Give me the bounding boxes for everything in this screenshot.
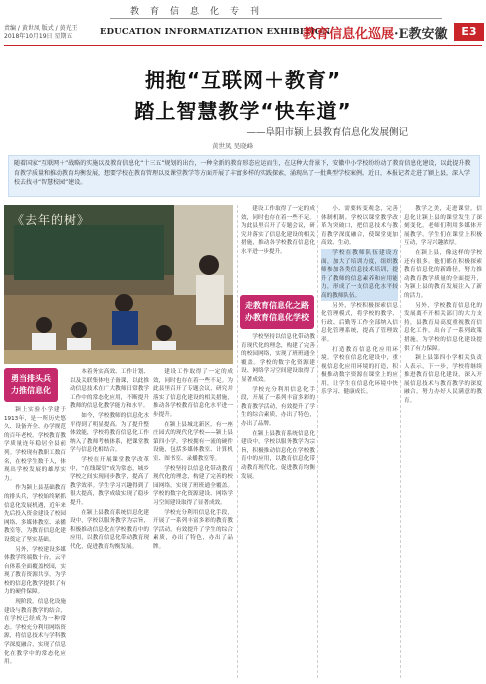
paragraph: 学校在教师队伍建设方面，加大了培训力度，组织教师参加各类信息技术培训，提升了教师的信息素养和应用能力，形成了一支信息化水平较高的教师队伍。 <box>321 249 398 299</box>
paragraph: 作为颍上县基础教育的排头兵，学校始终紧抓信息化发展机遇，近年来先后投入资金建设了校园网络、多媒体教室、录播教室等，为教育信息化建设奠定了坚实基础。 <box>4 485 66 543</box>
classroom-photo <box>4 205 233 364</box>
paragraph: 本着务实高效、工作计划、以及关联集体电子备课，以此推动信息技术在广大教师日常教学工作中的常态化应用，不断提升教师的信息化教学能力和水平。 <box>70 369 149 410</box>
column-divider <box>317 205 318 678</box>
header-meta <box>4 25 78 41</box>
paragraph: 学校在开展课堂教学改革中，“在线课堂”成为常态，城乡学校之间实现同步教学，提高了教学效率。学生学习兴趣得到了很大提高，教学成绩实现了稳步提升。 <box>70 456 149 506</box>
section-title <box>303 23 447 42</box>
paragraph: 教学之美，走进课堂。信息化让颍上县的课堂发生了深刻变化，老师们利用多媒体开展教学，学生们在课堂上积极互动，学习兴趣浓厚。 <box>404 206 482 247</box>
section-tag-2-text: 走教育信息化之路 办教育信息化学校 <box>245 301 309 322</box>
article-column-3 <box>153 368 233 678</box>
article-column-1 <box>4 406 66 678</box>
paragraph: 颍上县第四小学相关负责人表示，下一步，学校将继续推进教育信息化建设，深入开展信息技术与教育教学的深度融合，努力办好人民满意的教育。 <box>404 355 482 405</box>
paragraph: 另外，学校教育信息化的发展离不开相关部门的大力支持，县教育局高度重视教育信息化工作，出台了一系列政策措施，为学校的信息化建设提供了有力保障。 <box>404 302 482 352</box>
byline: 黄世凤 吴晓峰 <box>212 142 254 150</box>
paragraph: 学校充分利用信息化手段，开展了一系列丰富多彩的教育教学活动，有效提升了学生的综合素质，办出了特色，办出了品牌。 <box>153 509 233 550</box>
section-title-dark: ·E教安徽 <box>394 27 448 42</box>
column-divider <box>237 205 238 678</box>
photo-caption: 《去年的树》 <box>12 213 91 227</box>
section-tag-1-text: 勇当排头兵 力推信息化 <box>11 374 51 395</box>
paragraph: 在颍上县教育系统信息化建设中，学校以服务教学为宗旨，积极推动信息化在学校教育中的应用，以教育信息化带动教育现代化，促进教育均衡发展。 <box>70 509 149 550</box>
date-line: 2018年10月19日 星期五 <box>4 33 73 40</box>
paragraph: 学校坚持以信息化带动教育现代化的理念，构建了完善的校园网络，实现了班班通全覆盖。学校的数字化资源建设、网络学习空间建设取得了显著成效。 <box>153 465 233 506</box>
header-rule <box>4 45 482 46</box>
column-divider <box>400 205 401 678</box>
headline-line2: 踏上智慧教学“快车道” <box>134 99 352 123</box>
article-column-4a <box>241 205 315 293</box>
article-column-2 <box>70 368 149 678</box>
headline-line1: 拥抱“互联网＋教育” <box>144 68 342 92</box>
paragraph: 学校坚持以信息化带动教育现代化的理念，构建了完善的校园网络，实现了班班通全覆盖。学校的数字化资源建设、网络学习空间建设取得了显著成效。 <box>241 334 315 383</box>
paragraph: 打造教育信息化应用环境。学校在信息化建设中，重视信息化应用环境的打造，积极推动数字资源在课堂上的应用，让学生在信息化环境中快乐学习、健康成长。 <box>321 346 398 396</box>
masthead-top <box>0 0 486 22</box>
masthead-rule <box>110 18 442 19</box>
section-header <box>0 22 486 46</box>
masthead-spaced-title: 教育信息化专刊 <box>130 7 271 17</box>
paragraph: 学校充分利用信息化手段，开展了一系列丰富多彩的教育教学活动，有效提升了学生的综合素质，办出了特色，办出了品牌。 <box>241 386 315 427</box>
article-column-5 <box>321 205 398 678</box>
paragraph: 另外，学校建设多媒体教学终端数十台，云平台体系全面覆盖校园，实现了教育资源共享，为学校的信息化教学提供了有力的硬件保障。 <box>4 546 66 596</box>
paragraph: 在颍上县城北新区，有一座庄园式的现代化学校——颍上县第四小学。学校拥有一流的硬件设施，包括多媒体教室、计算机室、图书室、录播教室等。 <box>153 421 233 462</box>
editor-line: 责编 / 黄世凤 版式 / 黄光王 <box>4 25 78 32</box>
paragraph: 小、需要转变观念，完善体制机制。学校以课堂教学改革为突破口，把信息技术与教育教学深度融合，使课堂更加高效、生动。 <box>321 206 398 247</box>
article-column-6 <box>404 205 482 678</box>
paragraph: 建设工作取得了一定的成效，同时也存在着一些不足。为此县里召开了专题会议，研究并落实了信息化建设的相关措施，推动各学校教育信息化水平进一步提升。 <box>153 369 233 418</box>
page-number-badge: E3 <box>454 23 484 41</box>
article-column-4b <box>241 333 315 678</box>
paragraph: 颍上实验小学建于1913年，是一所历史悠久、设备齐全、办学规范的百年老校。学校教育教学质量连年稳居全县前列。学校现有教职工数百名，在校学生数千人，体现出学校发展的雄厚实力。 <box>4 407 66 482</box>
paragraph: 如今，学校教师的信息化水平得到了明显提高。为了提升整体效能，学校将教育信息化工作纳入了教师考核体系，把课堂教学与信息化相结合。 <box>70 412 149 454</box>
paragraph: 另外，学校积极探索信息化管理模式，将学校的教学、行政、后勤等工作全部纳入信息化管理系统，提高了管理效率。 <box>321 302 398 343</box>
section-tag-1 <box>4 368 58 402</box>
paragraph: 现阶段，信息化设施建设与教育教学的结合，在学校已经成为一种常态。学校充分利用网络资源，将信息技术与学科教学深度融合，实现了信息化在教学中的常态化应用。 <box>4 599 66 666</box>
lead-paragraph: 随着国家“互联网＋”战略的实施以及教育信息化“十三五”规划的出台，一种全新的教育形态应运而生，在这种大背景下，安徽中小学校纷纷动了教育信息化建设，以此提升教育教学质量和推动教育均衡发展，想要学校在教育管理以及课堂教学等方面开展了丰富多样的实践探索，涌现出了一批典型学校案例。近日，本报记者走进了颍上县，深入学校去找寻“智慧校园”建设。 <box>8 155 480 197</box>
section-tag-2 <box>240 295 314 329</box>
headline-subtitle: ——阜阳市颍上县教育信息化发展侧记 <box>246 127 408 138</box>
english-title: EDUCATION INFORMATIZATION EXHIBITION <box>100 27 331 37</box>
classroom-photo-illustration <box>4 205 233 364</box>
section-title-red: 教育信息化巡展 <box>303 27 395 42</box>
paragraph: 在颍上县教育系统信息化建设中，学校以服务教学为宗旨，积极推动信息化在学校教育中的应用，以教育信息化带动教育现代化，促进教育均衡发展。 <box>241 430 315 480</box>
paragraph: 建设工作取得了一定的成效，同时也存在着一些不足。为此县里召开了专题会议，研究并落实了信息化建设的相关措施，推动各学校教育信息化水平进一步提升。 <box>241 206 315 255</box>
paragraph: 在颍上县，像这样的学校还有很多。他们都在积极探索教育信息化的新路径，努力推动教育教学质量的全面提升，为颍上县的教育发展注入了新的活力。 <box>404 249 482 299</box>
